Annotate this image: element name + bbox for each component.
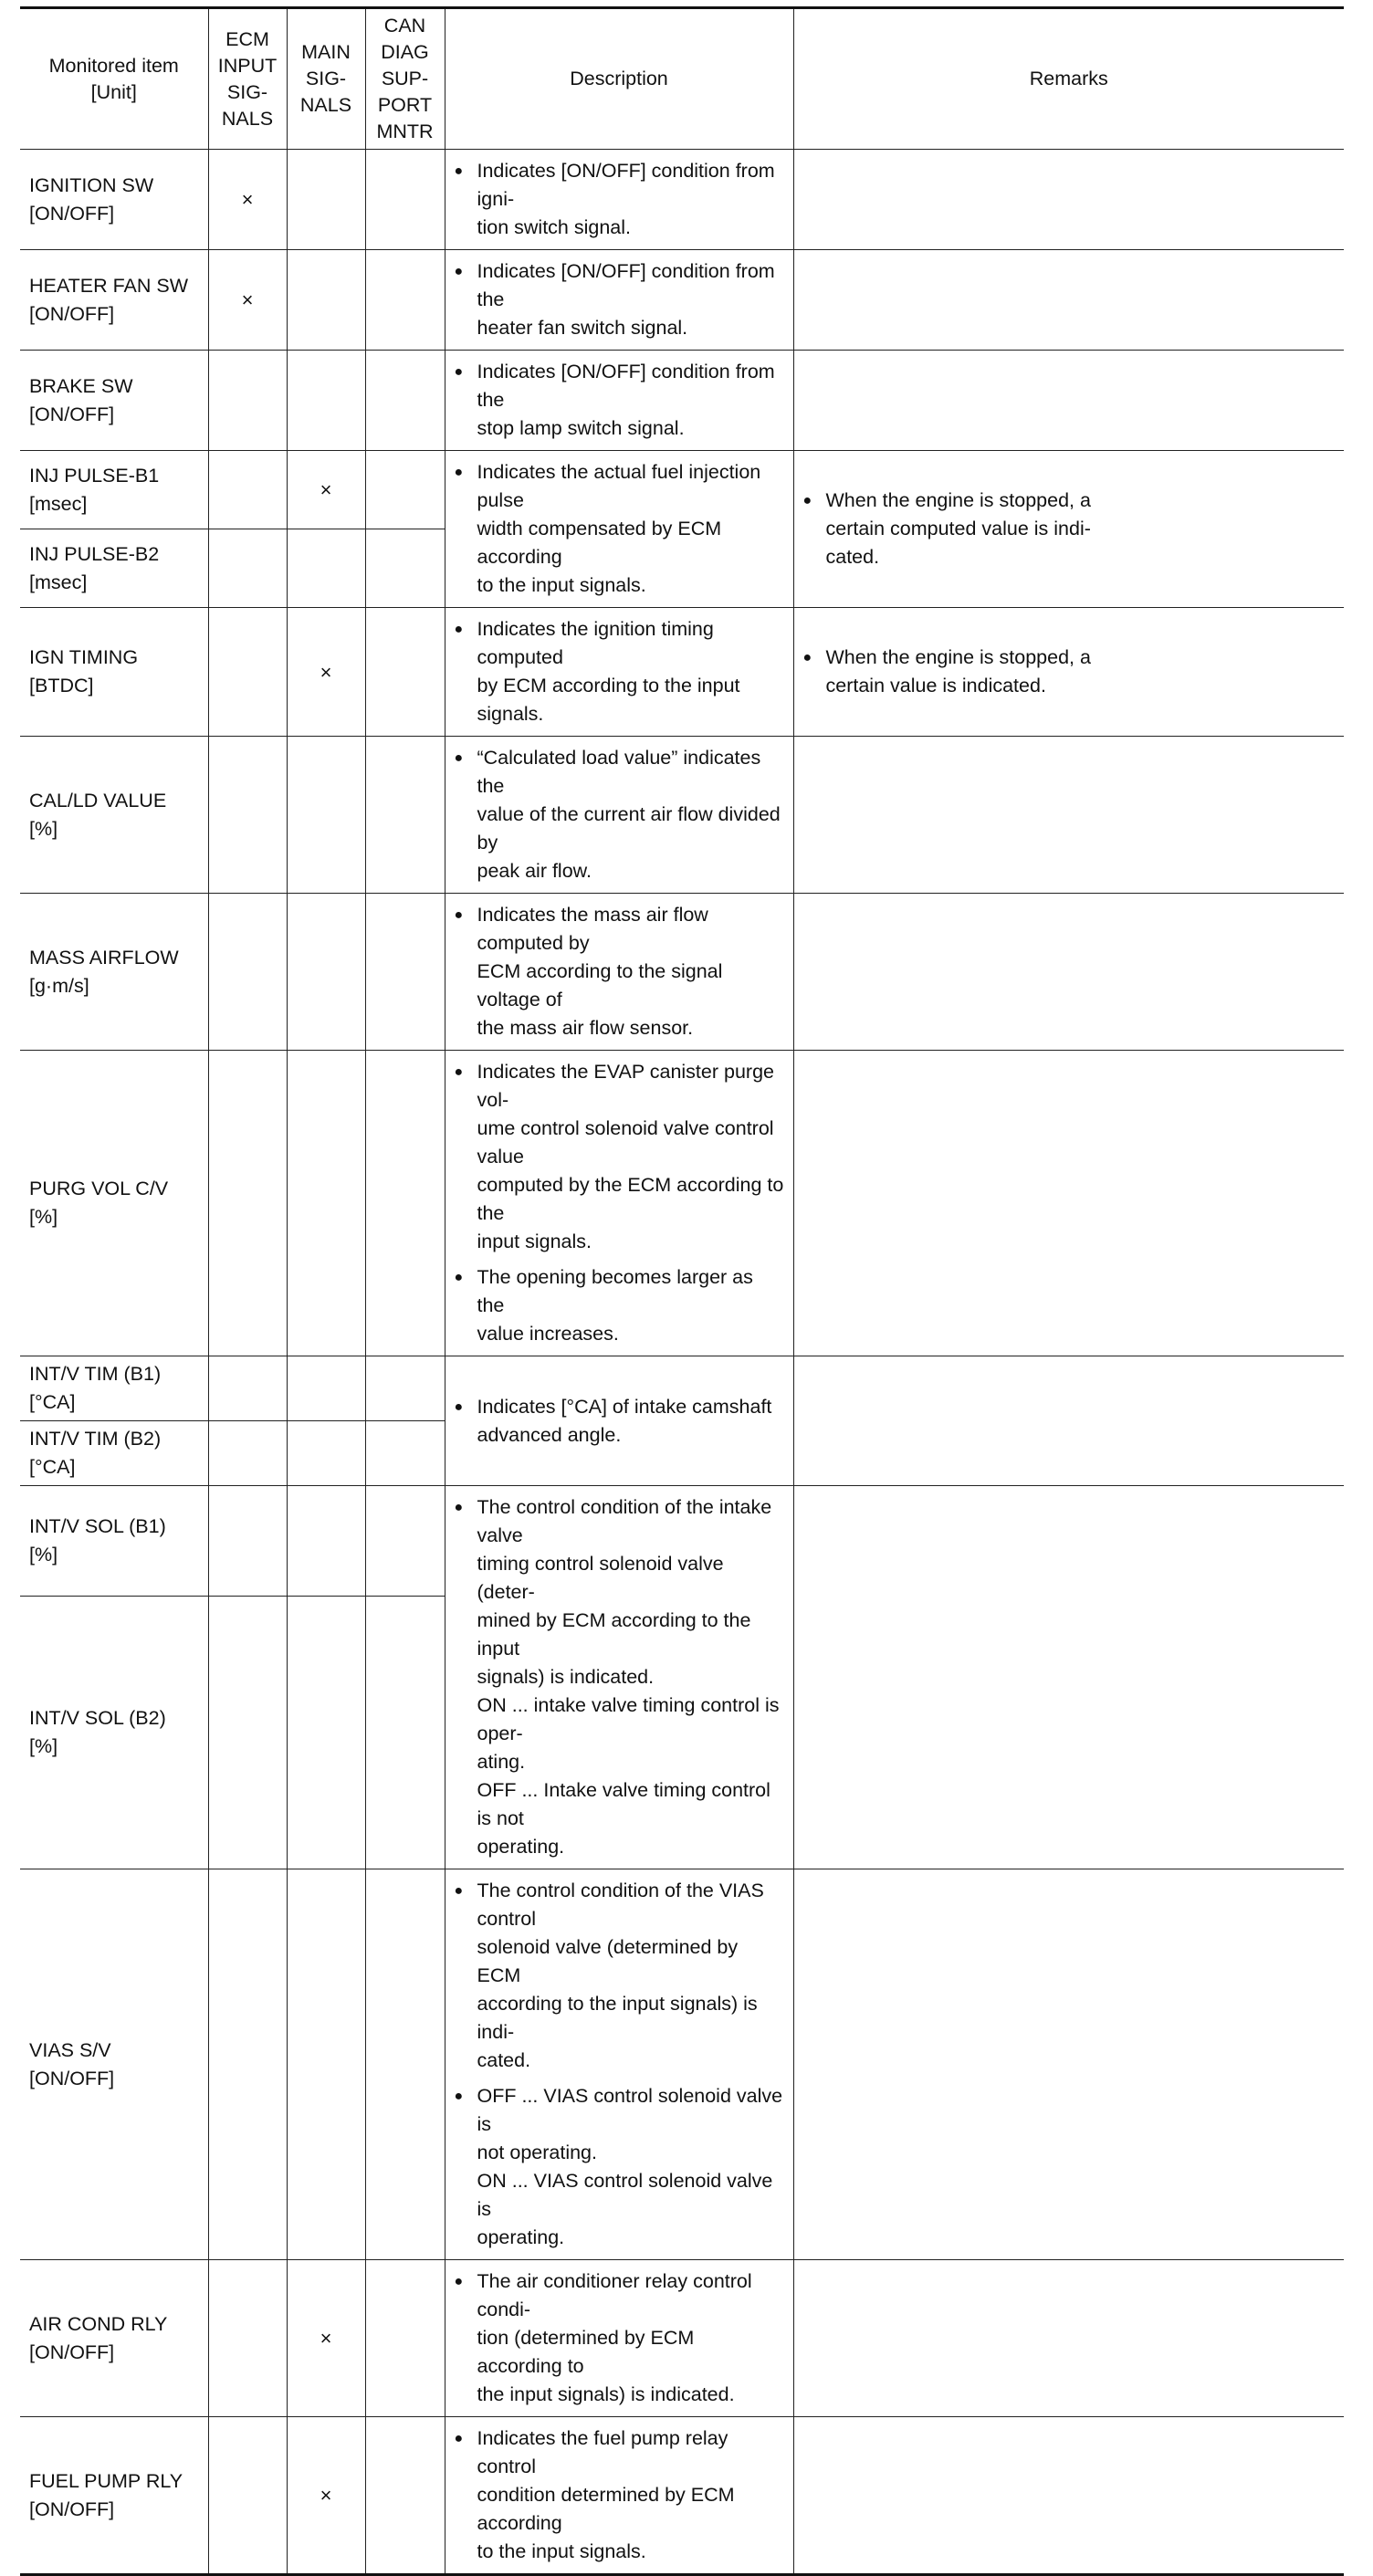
header-description-text: Description bbox=[570, 68, 668, 89]
main-signal-mark bbox=[287, 1869, 365, 2260]
table-row bbox=[20, 608, 1344, 737]
description-cell-list bbox=[455, 458, 784, 600]
remarks-cell bbox=[793, 1486, 1344, 1869]
can-diag-mark bbox=[365, 451, 445, 529]
description-cell bbox=[445, 451, 793, 608]
table-row bbox=[20, 451, 1344, 529]
can-diag-mark bbox=[365, 1356, 445, 1421]
table-row bbox=[20, 250, 1344, 351]
description-cell-list bbox=[455, 358, 784, 443]
description-cell bbox=[445, 1356, 793, 1486]
table-row bbox=[20, 2260, 1344, 2417]
table-body bbox=[20, 150, 1344, 2575]
can-diag-mark bbox=[365, 608, 445, 737]
bullet-item: ● The air conditioner relay control condi- tion (determined by ECM according to the input signals) is indicated. bbox=[455, 2267, 784, 2409]
monitored-item-cell: INT/V TIM (B1) [°CA] bbox=[20, 1356, 208, 1421]
ecm-input-signal-mark bbox=[208, 1869, 287, 2260]
table-row bbox=[20, 1051, 1344, 1356]
description-cell-list bbox=[455, 1877, 784, 2252]
bullet-item: ● Indicates [°CA] of intake camshaft advanced angle. bbox=[455, 1393, 784, 1450]
remarks-cell bbox=[793, 250, 1344, 351]
main-signal-mark: × bbox=[287, 2260, 365, 2417]
can-diag-mark bbox=[365, 1421, 445, 1486]
monitored-item-cell: VIAS S/V [ON/OFF] bbox=[20, 1869, 208, 2260]
description-cell bbox=[445, 2260, 793, 2417]
description-cell bbox=[445, 608, 793, 737]
ecm-input-signal-mark bbox=[208, 529, 287, 608]
remarks-cell bbox=[793, 2260, 1344, 2417]
header-main-signals-text: MAIN SIG- NALS bbox=[299, 41, 352, 116]
remarks-cell bbox=[793, 894, 1344, 1051]
monitored-item-cell: HEATER FAN SW [ON/OFF] bbox=[20, 250, 208, 351]
main-signal-mark: × bbox=[287, 2417, 365, 2575]
main-signal-mark bbox=[287, 351, 365, 451]
main-signal-mark: × bbox=[287, 451, 365, 529]
bullet-item: ● Indicates [ON/OFF] condition from igni- tion switch signal. bbox=[455, 157, 784, 242]
can-diag-mark bbox=[365, 2260, 445, 2417]
can-diag-mark bbox=[365, 529, 445, 608]
description-cell-list bbox=[455, 1058, 784, 1348]
ecm-input-signal-mark bbox=[208, 1356, 287, 1421]
main-signal-mark bbox=[287, 150, 365, 250]
table-row bbox=[20, 1356, 1344, 1421]
monitored-item-cell: INT/V SOL (B1) [%] bbox=[20, 1486, 208, 1597]
description-cell bbox=[445, 1051, 793, 1356]
bullet-item: ● The opening becomes larger as the value increases. bbox=[455, 1263, 784, 1348]
ecm-input-signal-mark bbox=[208, 608, 287, 737]
remarks-cell bbox=[793, 1356, 1344, 1486]
monitored-item-cell: AIR COND RLY [ON/OFF] bbox=[20, 2260, 208, 2417]
bullet-item: ● Indicates [ON/OFF] condition from the stop lamp switch signal. bbox=[455, 358, 784, 443]
bullet-item: ● Indicates the EVAP canister purge vol- ume control solenoid valve control value computed by the ECM according to the input signals. bbox=[455, 1058, 784, 1256]
can-diag-mark bbox=[365, 150, 445, 250]
main-signal-mark bbox=[287, 250, 365, 351]
can-diag-mark bbox=[365, 1869, 445, 2260]
description-cell bbox=[445, 1869, 793, 2260]
ecm-input-signal-mark bbox=[208, 351, 287, 451]
ecm-input-signal-mark: × bbox=[208, 150, 287, 250]
table-row bbox=[20, 1486, 1344, 1597]
table-row bbox=[20, 1869, 1344, 2260]
bullet-item: ● Indicates the mass air flow computed by ECM according to the signal voltage of the mass air flow sensor. bbox=[455, 901, 784, 1042]
can-diag-mark bbox=[365, 2417, 445, 2575]
remarks-cell bbox=[793, 150, 1344, 250]
main-signal-mark bbox=[287, 737, 365, 894]
header-can-diag-support-mntr bbox=[365, 8, 445, 150]
can-diag-mark bbox=[365, 1051, 445, 1356]
header-monitored-item-text: Monitored item [Unit] bbox=[48, 54, 179, 103]
remarks-cell bbox=[793, 1051, 1344, 1356]
bullet-item: ● Indicates the actual fuel injection pulse width compensated by ECM according to the input signals. bbox=[455, 458, 784, 600]
ecm-input-signal-mark bbox=[208, 451, 287, 529]
bullet-item: ● The control condition of the intake valve timing control solenoid valve (deter- mined by ECM according to the input signals) is indicated. ON ... intake valve timing control is oper- ating. OFF ... Intake valve timing control is not operating. bbox=[455, 1493, 784, 1861]
table-header-row bbox=[20, 8, 1344, 150]
remarks-cell-list bbox=[803, 644, 1336, 700]
can-diag-mark bbox=[365, 894, 445, 1051]
header-monitored-item bbox=[20, 8, 208, 150]
main-signal-mark bbox=[287, 894, 365, 1051]
monitored-item-cell: MASS AIRFLOW [g·m/s] bbox=[20, 894, 208, 1051]
bullet-item: ● The control condition of the VIAS control solenoid valve (determined by ECM according to the input signals) is indi- cated. bbox=[455, 1877, 784, 2075]
monitored-item-cell: INT/V TIM (B2) [°CA] bbox=[20, 1421, 208, 1486]
remarks-cell-list bbox=[803, 487, 1336, 571]
header-can-diag-text: CAN DIAG SUP- PORT MNTR bbox=[376, 15, 434, 142]
ecm-input-signal-mark: × bbox=[208, 250, 287, 351]
main-signal-mark: × bbox=[287, 608, 365, 737]
bullet-item: ● Indicates [ON/OFF] condition from the heater fan switch signal. bbox=[455, 257, 784, 342]
description-cell-list bbox=[455, 1393, 784, 1450]
header-remarks bbox=[793, 8, 1344, 150]
main-signal-mark bbox=[287, 1051, 365, 1356]
description-cell bbox=[445, 150, 793, 250]
bullet-item: ● Indicates the fuel pump relay control condition determined by ECM according to the input signals. bbox=[455, 2424, 784, 2566]
remarks-cell bbox=[793, 351, 1344, 451]
description-cell-list bbox=[455, 744, 784, 885]
remarks-cell bbox=[793, 451, 1344, 608]
monitored-items-table bbox=[20, 6, 1344, 2576]
ecm-input-signal-mark bbox=[208, 1597, 287, 1869]
description-cell bbox=[445, 894, 793, 1051]
table-row bbox=[20, 737, 1344, 894]
can-diag-mark bbox=[365, 250, 445, 351]
monitored-item-cell: INJ PULSE-B1 [msec] bbox=[20, 451, 208, 529]
header-main-signals bbox=[287, 8, 365, 150]
description-cell bbox=[445, 2417, 793, 2575]
header-ecm-input-signals bbox=[208, 8, 287, 150]
monitored-item-cell: INJ PULSE-B2 [msec] bbox=[20, 529, 208, 608]
ecm-input-signal-mark bbox=[208, 1051, 287, 1356]
table-row bbox=[20, 2417, 1344, 2575]
description-cell-list bbox=[455, 157, 784, 242]
ecm-input-signal-mark bbox=[208, 2417, 287, 2575]
can-diag-mark bbox=[365, 1597, 445, 1869]
can-diag-mark bbox=[365, 351, 445, 451]
bullet-item: ● “Calculated load value” indicates the value of the current air flow divided by peak air flow. bbox=[455, 744, 784, 885]
ecm-input-signal-mark bbox=[208, 1421, 287, 1486]
bullet-item: ● Indicates the ignition timing computed by ECM according to the input signals. bbox=[455, 615, 784, 728]
ecm-input-signal-mark bbox=[208, 2260, 287, 2417]
description-cell-list bbox=[455, 2267, 784, 2409]
monitored-item-cell: PURG VOL C/V [%] bbox=[20, 1051, 208, 1356]
description-cell-list bbox=[455, 257, 784, 342]
description-cell bbox=[445, 250, 793, 351]
main-signal-mark bbox=[287, 1421, 365, 1486]
monitored-item-cell: INT/V SOL (B2) [%] bbox=[20, 1597, 208, 1869]
main-signal-mark bbox=[287, 1356, 365, 1421]
monitored-item-cell: BRAKE SW [ON/OFF] bbox=[20, 351, 208, 451]
can-diag-mark bbox=[365, 737, 445, 894]
description-cell bbox=[445, 351, 793, 451]
monitored-item-cell: CAL/LD VALUE [%] bbox=[20, 737, 208, 894]
header-ecm-input-signals-text: ECM INPUT SIG- NALS bbox=[217, 27, 278, 130]
table-row bbox=[20, 351, 1344, 451]
ecm-input-signal-mark bbox=[208, 737, 287, 894]
remarks-cell bbox=[793, 1869, 1344, 2260]
ecm-input-signal-mark bbox=[208, 894, 287, 1051]
monitored-item-cell: IGNITION SW [ON/OFF] bbox=[20, 150, 208, 250]
description-cell bbox=[445, 1486, 793, 1869]
remarks-cell bbox=[793, 608, 1344, 737]
can-diag-mark bbox=[365, 1486, 445, 1597]
remarks-cell bbox=[793, 2417, 1344, 2575]
main-signal-mark bbox=[287, 1597, 365, 1869]
table-row bbox=[20, 894, 1344, 1051]
description-cell-list bbox=[455, 2424, 784, 2566]
description-cell-list bbox=[455, 1493, 784, 1861]
bullet-item: ● OFF ... VIAS control solenoid valve is not operating. ON ... VIAS control solenoid valve is operating. bbox=[455, 2082, 784, 2252]
header-description bbox=[445, 8, 793, 150]
description-cell-list bbox=[455, 901, 784, 1042]
bullet-item: ● When the engine is stopped, a certain value is indicated. bbox=[803, 644, 1336, 700]
main-signal-mark bbox=[287, 529, 365, 608]
table-row bbox=[20, 150, 1344, 250]
remarks-cell bbox=[793, 737, 1344, 894]
main-signal-mark bbox=[287, 1486, 365, 1597]
ecm-input-signal-mark bbox=[208, 1486, 287, 1597]
bullet-item: ● When the engine is stopped, a certain computed value is indi- cated. bbox=[803, 487, 1336, 571]
header-remarks-text: Remarks bbox=[1029, 68, 1108, 89]
monitored-item-cell: FUEL PUMP RLY [ON/OFF] bbox=[20, 2417, 208, 2575]
description-cell-list bbox=[455, 615, 784, 728]
monitored-item-cell: IGN TIMING [BTDC] bbox=[20, 608, 208, 737]
description-cell bbox=[445, 737, 793, 894]
